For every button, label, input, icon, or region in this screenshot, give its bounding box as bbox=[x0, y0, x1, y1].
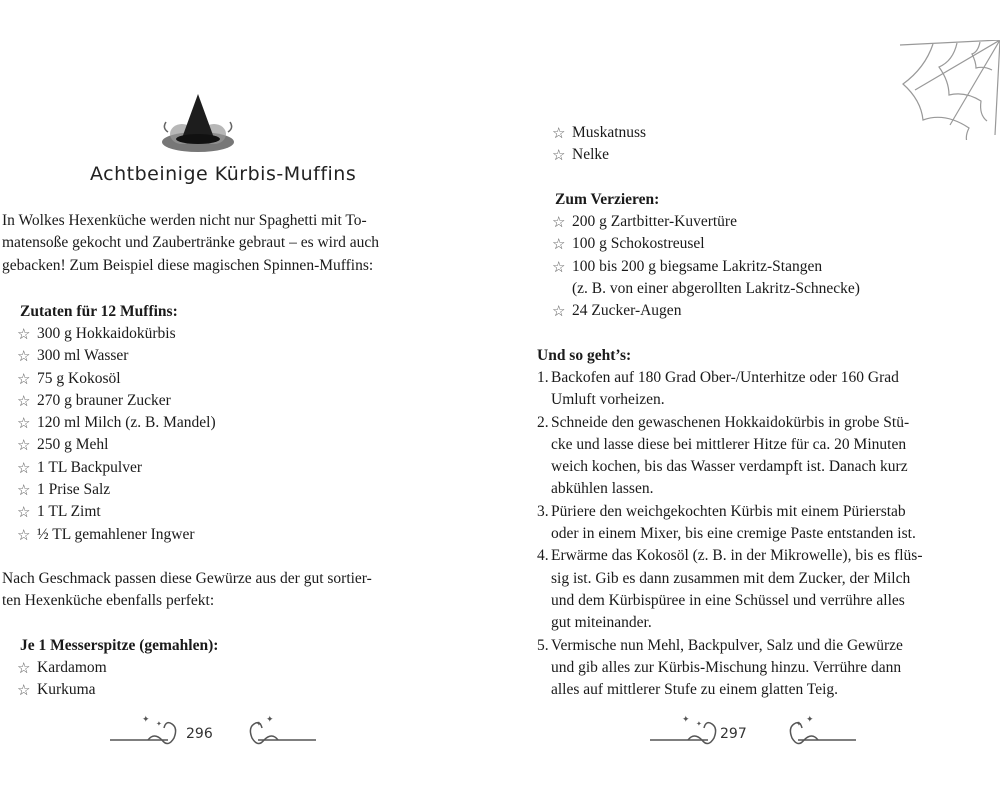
step-text: Erwärme das Kokosöl (z. B. in der Mikrowelle), bis es flüs- sig ist. Gib es dann zusammen mit dem Zucker, der Milch und dem Kürbispüree in eine Schüssel und verrühre alles gut miteinander. bbox=[551, 547, 923, 632]
list-item-text: 300 g Hokkaidokürbis bbox=[37, 325, 176, 342]
decoration-heading: Zum Verzieren: bbox=[555, 191, 660, 208]
list-item bbox=[552, 122, 646, 144]
list-item-text: 24 Zucker-Augen bbox=[572, 302, 682, 320]
right-page bbox=[500, 0, 1000, 800]
star-outline-icon: ☆ bbox=[17, 483, 31, 500]
step-number: 5. bbox=[537, 636, 549, 654]
star-outline-icon: ☆ bbox=[552, 237, 566, 254]
star-outline-icon: ☆ bbox=[17, 371, 31, 388]
list-item-text: 100 g Schokostreusel bbox=[572, 235, 705, 253]
list-item bbox=[17, 434, 216, 456]
list-item-text: 1 TL Backpulver bbox=[37, 458, 143, 476]
svg-text:✦: ✦ bbox=[256, 720, 262, 728]
list-item-text: 120 ml Milch (z. B. Mandel) bbox=[37, 414, 216, 432]
step-text: Vermische nun Mehl, Backpulver, Salz und die Gewürze und gib alles zur Kürbis-Mischung hinzu. Verrühre dann alles auf mittlerer Stufe zu einem glatten Teig. bbox=[551, 636, 903, 699]
spice-heading: Je 1 Messerspitze (gemahlen): bbox=[20, 637, 219, 654]
svg-text:✦: ✦ bbox=[682, 714, 690, 724]
step-item bbox=[537, 545, 957, 634]
step-number: 3. bbox=[537, 502, 549, 520]
star-outline-icon: ☆ bbox=[17, 661, 31, 677]
list-item-text: 200 g Zartbitter-Kuvertüre bbox=[572, 213, 737, 230]
step-text: Schneide den gewaschenen Hokkaidokürbis in grobe Stü- cke und lasse diese bei mittlerer Hitze für ca. 20 Minuten weich kochen, bis das Wasser verdampft ist. Danach kurz abkühlen lassen. bbox=[551, 413, 910, 498]
list-item bbox=[17, 412, 216, 434]
list-item bbox=[17, 679, 107, 701]
page-number: 296 bbox=[186, 726, 213, 742]
list-item-text: 75 g Kokosöl bbox=[37, 369, 121, 387]
star-outline-icon: ☆ bbox=[17, 505, 31, 522]
step-number: 4. bbox=[537, 547, 549, 565]
spices-list bbox=[17, 657, 107, 702]
step-text: Backofen auf 180 Grad Ober-/Unterhitze oder 160 Grad Umluft vorheizen. bbox=[551, 369, 899, 409]
star-outline-icon: ☆ bbox=[17, 349, 31, 366]
cobweb-icon bbox=[895, 40, 1000, 140]
list-item-text: Nelke bbox=[572, 146, 610, 164]
step-item bbox=[537, 501, 957, 546]
list-item-text: 250 g Mehl bbox=[37, 436, 109, 454]
star-outline-icon: ☆ bbox=[552, 148, 566, 165]
star-outline-icon: ☆ bbox=[17, 527, 31, 544]
step-item bbox=[537, 367, 957, 412]
intro-paragraph: In Wolkes Hexenküche werden nicht nur Spaghetti mit To- matensoße gekocht und Zaubertränke gebraut – es wird auch gebacken! Zum Beispiel diese magischen Spinnen-Muffins: bbox=[2, 212, 380, 274]
list-item bbox=[552, 233, 860, 255]
spices-continued-list bbox=[552, 122, 646, 167]
list-item bbox=[17, 501, 216, 523]
list-item bbox=[17, 657, 107, 679]
star-outline-icon: ☆ bbox=[552, 259, 566, 276]
star-outline-icon: ☆ bbox=[17, 327, 31, 343]
ingredients-list bbox=[17, 323, 216, 546]
steps-heading: Und so geht’s: bbox=[537, 347, 632, 364]
step-item bbox=[537, 635, 957, 702]
star-outline-icon: ☆ bbox=[17, 460, 31, 477]
list-item-text: ½ TL gemahlener Ingwer bbox=[37, 525, 195, 543]
list-item bbox=[552, 256, 860, 301]
swirl-ornament-icon bbox=[108, 712, 318, 752]
star-outline-icon: ☆ bbox=[552, 126, 566, 142]
list-item-text: 1 Prise Salz bbox=[37, 481, 111, 499]
list-item-text: Kardamom bbox=[37, 659, 107, 676]
star-outline-icon: ☆ bbox=[552, 215, 566, 231]
list-item-text: Kurkuma bbox=[37, 681, 96, 699]
step-text: Püriere den weichgekochten Kürbis mit einem Pürierstab oder in einem Mixer, bis eine cremige Paste entstanden ist. bbox=[551, 502, 916, 543]
recipe-title: Achtbeinige Kürbis-Muffins bbox=[90, 163, 357, 185]
svg-text:✦: ✦ bbox=[806, 714, 814, 724]
list-item-text: 270 g brauner Zucker bbox=[37, 391, 171, 409]
list-item bbox=[552, 144, 646, 166]
star-outline-icon: ☆ bbox=[17, 438, 31, 455]
list-item bbox=[17, 524, 216, 546]
star-outline-icon: ☆ bbox=[17, 416, 31, 433]
list-item bbox=[17, 368, 216, 390]
list-item-text: 100 bis 200 g biegsame Lakritz-Stangen bbox=[572, 257, 823, 275]
list-item bbox=[17, 479, 216, 501]
list-item bbox=[552, 211, 860, 233]
decorations-list bbox=[552, 211, 860, 322]
list-item-subtext: (z. B. von einer abgerollten Lakritz-Schnecke) bbox=[572, 279, 860, 297]
star-outline-icon: ☆ bbox=[552, 304, 566, 321]
step-number: 2. bbox=[537, 413, 549, 431]
page-number: 297 bbox=[720, 726, 747, 742]
witch-hat-icon bbox=[160, 92, 236, 154]
list-item bbox=[17, 457, 216, 479]
ingredients-heading: Zutaten für 12 Muffins: bbox=[20, 303, 178, 320]
swirl-ornament-icon bbox=[648, 712, 858, 752]
list-item bbox=[17, 390, 216, 412]
list-item-text: 1 TL Zimt bbox=[37, 503, 101, 521]
steps-list bbox=[537, 367, 957, 701]
step-item bbox=[537, 412, 957, 501]
svg-text:✦: ✦ bbox=[796, 720, 802, 728]
svg-text:✦: ✦ bbox=[156, 720, 162, 728]
spice-note: Nach Geschmack passen diese Gewürze aus der gut sortier- ten Hexenküche ebenfalls perfekt: bbox=[2, 570, 372, 610]
star-outline-icon: ☆ bbox=[17, 683, 31, 700]
list-item-text: 300 ml Wasser bbox=[37, 347, 129, 365]
star-outline-icon: ☆ bbox=[17, 393, 31, 410]
svg-text:✦: ✦ bbox=[142, 714, 150, 724]
list-item-text: Muskatnuss bbox=[572, 124, 647, 141]
list-item bbox=[17, 323, 216, 345]
step-number: 1. bbox=[537, 369, 549, 386]
svg-text:✦: ✦ bbox=[696, 720, 702, 728]
svg-text:✦: ✦ bbox=[266, 714, 274, 724]
list-item bbox=[552, 300, 860, 322]
list-item bbox=[17, 345, 216, 367]
